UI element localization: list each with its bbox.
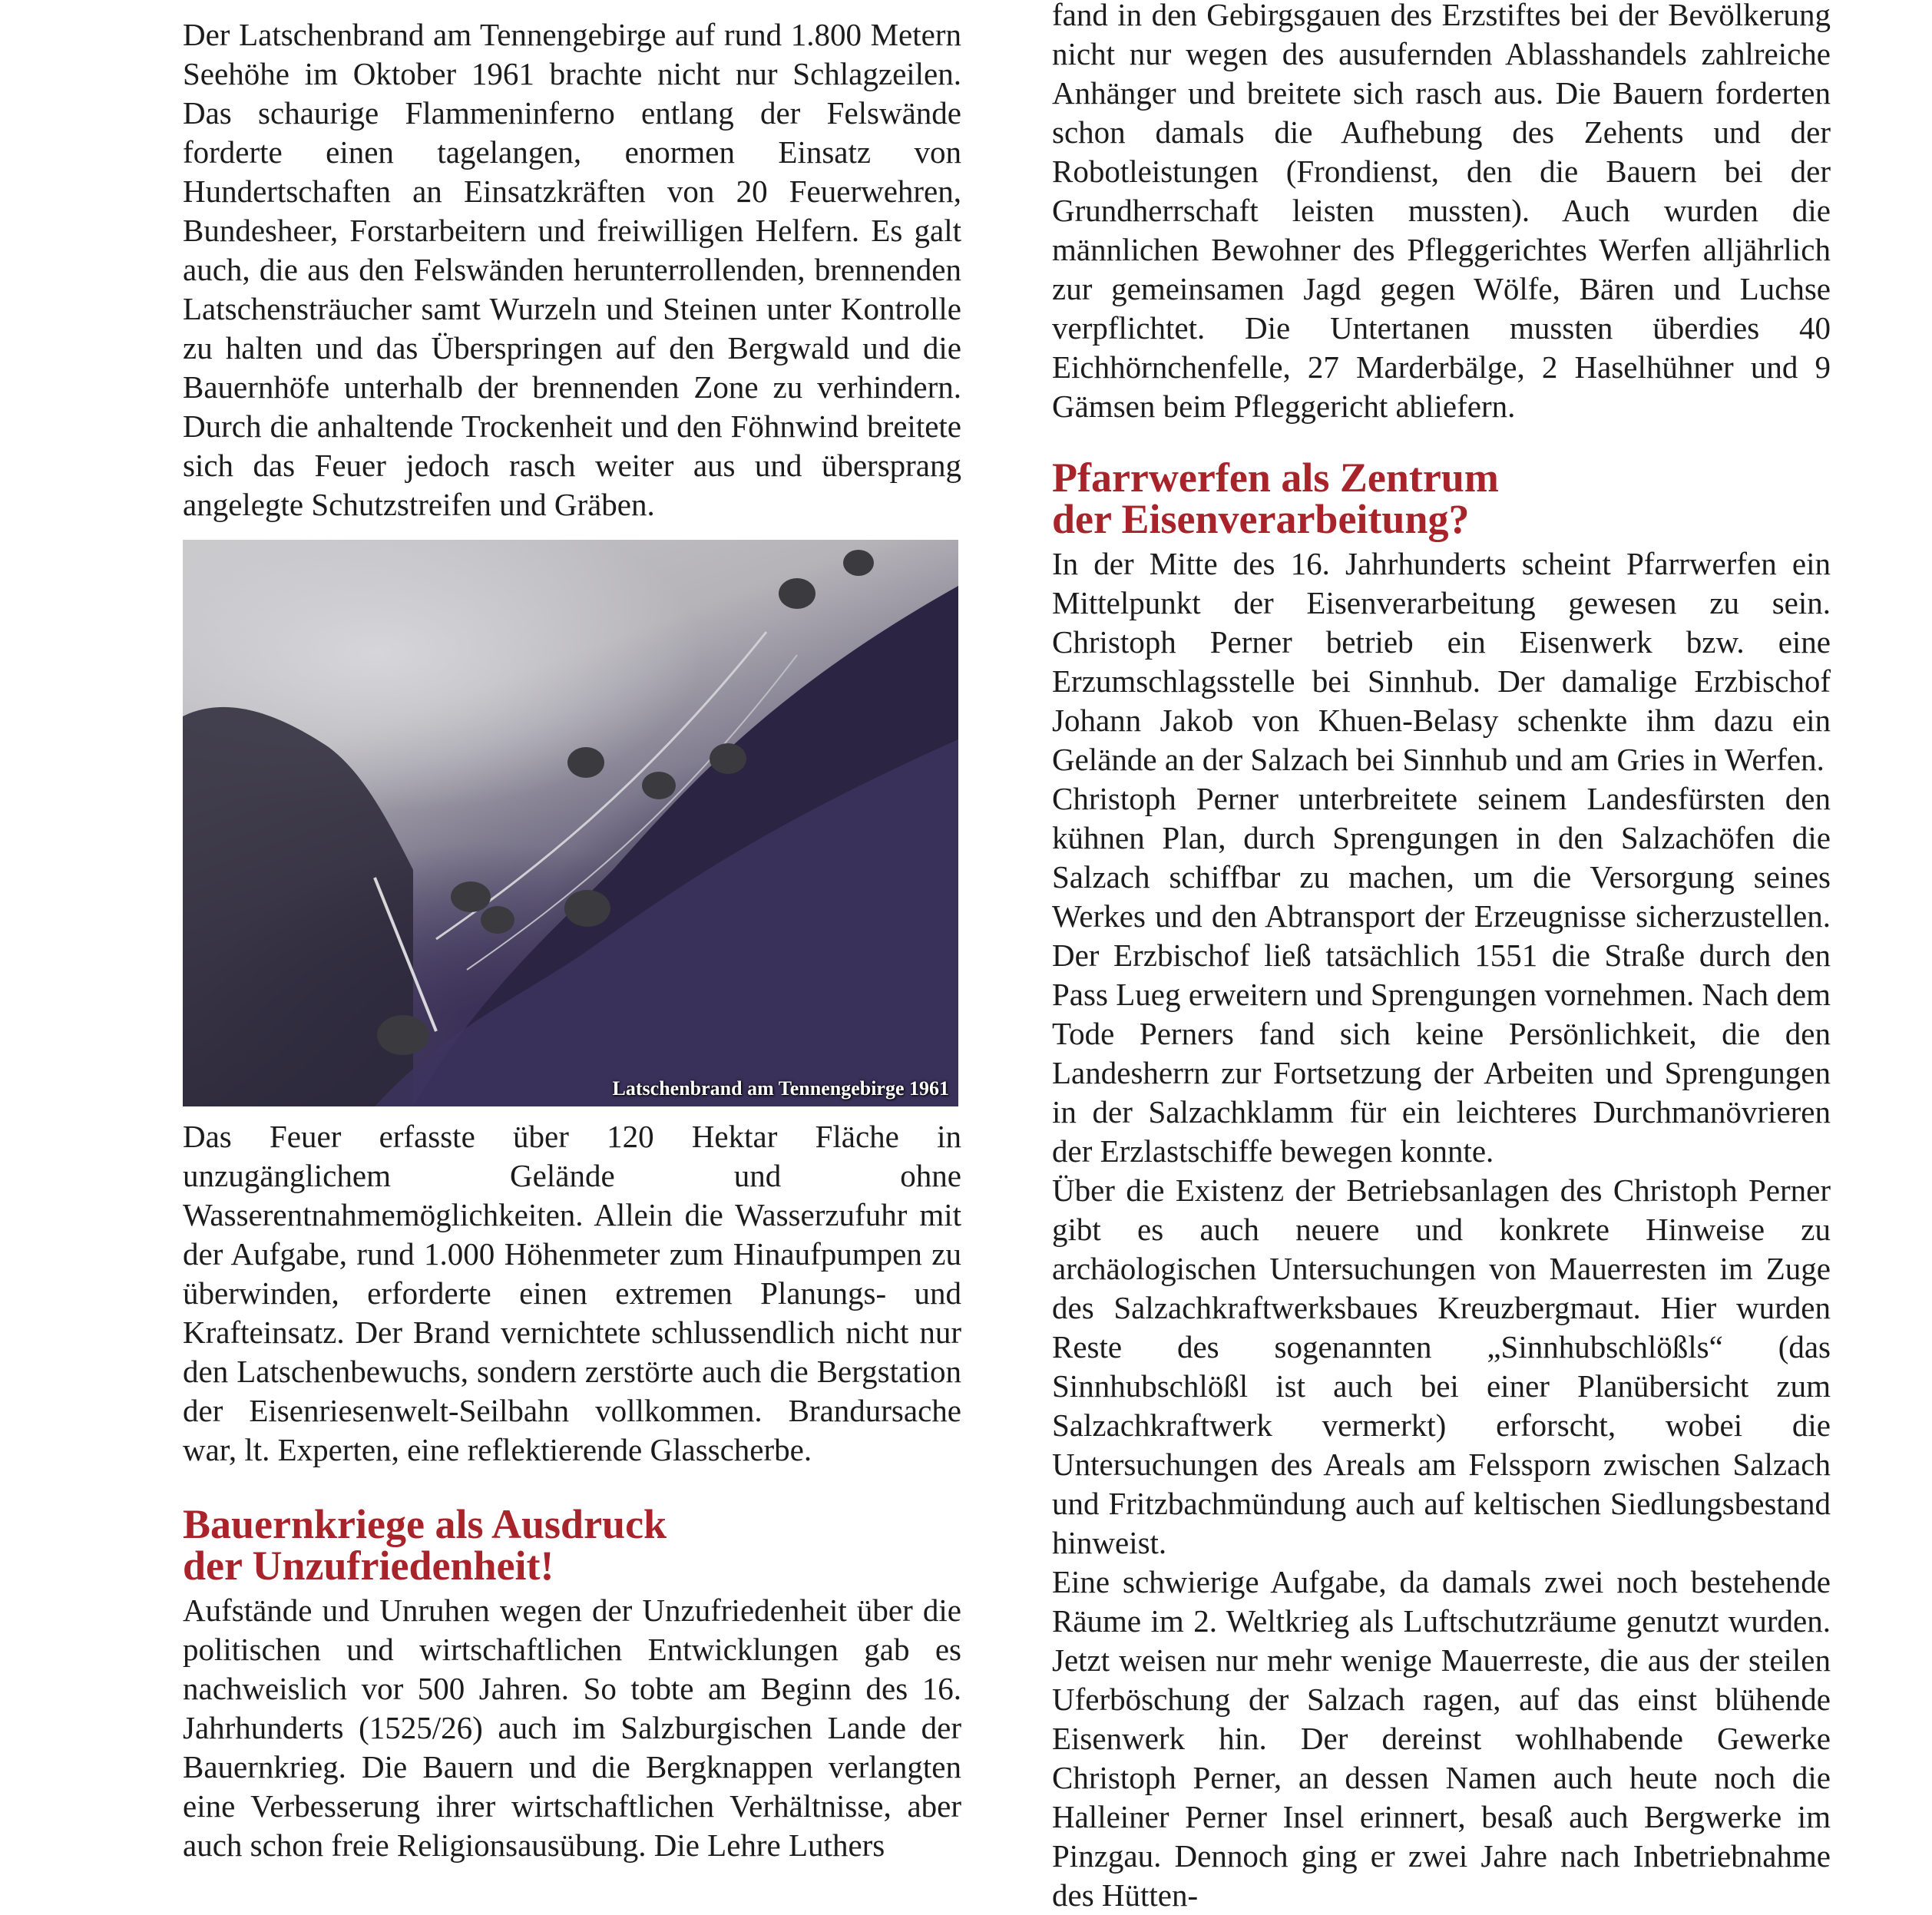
paragraph-betriebsanlagen: Über die Existenz der Betriebsanlagen des Christoph Perner gibt es auch neuere und konkrete Hinweise zu archäologischen Untersuchungen von Mauerresten im Zuge des Salzachkraftwerksbaues Kreuzbergmaut. Hier wurden Reste des sogenannten „Sinnhubschlößls“ (das Sinnhubschlößl ist auch bei einer Planübersicht zum Salzachkraftwerk vermerkt) erforscht, wobei die Untersuchungen des Areals am Felssporn zwischen Salzach und Fritzbachmündung auch auf keltischen Siedlungsbestand hinweist. (1052, 1172, 1831, 1560)
photo-caption: Latschenbrand am Tennengebirge 1961 (612, 1077, 949, 1100)
heading-bauernkriege-line1: Bauernkriege als Ausdruck (183, 1501, 667, 1547)
heading-pfarrwerfen-line2: der Eisenverarbeitung? (1052, 496, 1470, 542)
photo-latschenbrand (183, 540, 958, 1106)
left-column (183, 0, 961, 1865)
paragraph-gebirgsgaue: fand in den Gebirgsgauen des Erzstiftes bei der Bevölkerung nicht nur wegen des ausufernden Ablasshandels zahlreiche Anhänger und breitete sich rasch aus. Die Bauern forderten schon damals die Aufhebung des Zehents und der Robotleistungen (Frondienst, den die Bauern bei der Grundherrschaft leisten mussten). Auch wurden die männlichen Bewohner des Pfleggerichtes Werfen alljährlich zur gemeinsamen Jagd gegen Wölfe, Bären und Luchse verpflichtet. Die Untertanen mussten überdies 40 Eichhörnchenfelle, 27 Marderbälge, 2 Haselhühner und 9 Gämsen beim Pfleggericht abliefern. (1052, 0, 1831, 424)
paragraph-perner-plan: Christoph Perner unterbreitete seinem Landesfürsten den kühnen Plan, durch Sprengungen in den Salzachöfen die Salzach schiffbar zu machen, um die Versorgung seines Werkes und den Abtransport der Erzeugnisse sicherzustellen. Der Erzbischof ließ tatsächlich 1551 die Straße durch den Pass Lueg erweitern und Sprengungen vornehmen. Nach dem Tode Perners fand sich keine Persönlichkeit, die den Landesherrn zur Fortsetzung der Arbeiten und Sprengungen in der Salzachklamm für ein leichteres Durchmanövrieren der Erzlastschiffe bewegen konnte. (1052, 781, 1831, 1169)
right-column (1052, 0, 1831, 1915)
paragraph-mitte-16-jh: In der Mitte des 16. Jahrhunderts scheint Pfarrwerfen ein Mittelpunkt der Eisenverarbeitung gewesen zu sein. Christoph Perner betrieb ein Eisenwerk bzw. eine Erzumschlagsstelle bei Sinnhub. Der damalige Erzbischof Johann Jakob von Khuen-Belasy schenkte ihm dazu ein Gelände an der Salzach bei Sinnhub und am Gries in Werfen. (1052, 546, 1831, 777)
paragraph-aufstaende: Aufstände und Unruhen wegen der Unzufriedenheit über die politischen und wirtschaftlichen Entwicklungen gab es nachweislich vor 500 Jahren. So tobte am Beginn des 16. Jahrhunderts (1525/26) auch im Salzburgischen Lande der Bauernkrieg. Die Bauern und die Bergknappen verlangten eine Verbesserung ihrer wirtschaftlichen Verhältnisse, aber auch schon freie Religionsausübung. Die Lehre Luthers (183, 1593, 961, 1863)
heading-pfarrwerfen (1052, 457, 1831, 540)
heading-bauernkriege (183, 1501, 961, 1589)
heading-pfarrwerfen-line1: Pfarrwerfen als Zentrum (1052, 455, 1499, 501)
heading-bauernkriege-line2: der Unzufriedenheit! (183, 1543, 554, 1589)
paragraph-feuer: Das Feuer erfasste über 120 Hektar Fläche in unzugänglichem Gelände und ohne Wasserentnahmemöglichkeiten. Allein die Wasserzufuhr mit der Aufgabe, rund 1.000 Höhenmeter zum Hinaufpumpen zu überwinden, erforderte einen extremen Planungs- und Krafteinsatz. Der Brand vernichtete schlussendlich nicht nur den Latschenbewuchs, sondern zerstörte auch die Bergstation der Eisenriesenwelt-Seilbahn vollkommen. Brandursache war, lt. Experten, eine reflektierende Glasscherbe. (183, 1119, 961, 1467)
paragraph-latschenbrand: Der Latschenbrand am Tennengebirge auf rund 1.800 Metern Seehöhe im Oktober 1961 brachte nicht nur Schlagzeilen. Das schaurige Flammeninferno entlang der Felswände forderte einen tagelangen, enormen Einsatz von Hundertschaften an Einsatzkräften von 20 Feuerwehren, Bundesheer, Forstarbeitern und freiwilligen Helfern. Es galt auch, die aus den Felswänden herunterrollenden, brennenden Latschensträucher samt Wurzeln und Steinen unter Kontrolle zu halten und das Überspringen auf den Bergwald und die Bauernhöfe unterhalb der brennenden Zone zu verhindern. Durch die anhaltende Trockenheit und den Föhnwind breitete sich das Feuer jedoch rasch weiter aus und übersprang angelegte Schutzstreifen und Gräben. (183, 17, 961, 522)
paragraph-schwierige-aufgabe: Eine schwierige Aufgabe, da damals zwei noch bestehende Räume im 2. Weltkrieg als Luftschutzräume genutzt wurden. Jetzt weisen nur mehr wenige Mauerreste, die aus der steilen Uferböschung der Salzach ragen, auf das einst blühende Eisenwerk hin. Der dereinst wohlhabende Gewerke Christoph Perner, an dessen Namen auch heute noch die Halleiner Perner Insel erinnert, besaß auch Bergwerke im Pinzgau. Dennoch ging er zwei Jahre nach Inbetriebnahme des Hütten- (1052, 1564, 1831, 1913)
photo-illustration (183, 540, 958, 1106)
